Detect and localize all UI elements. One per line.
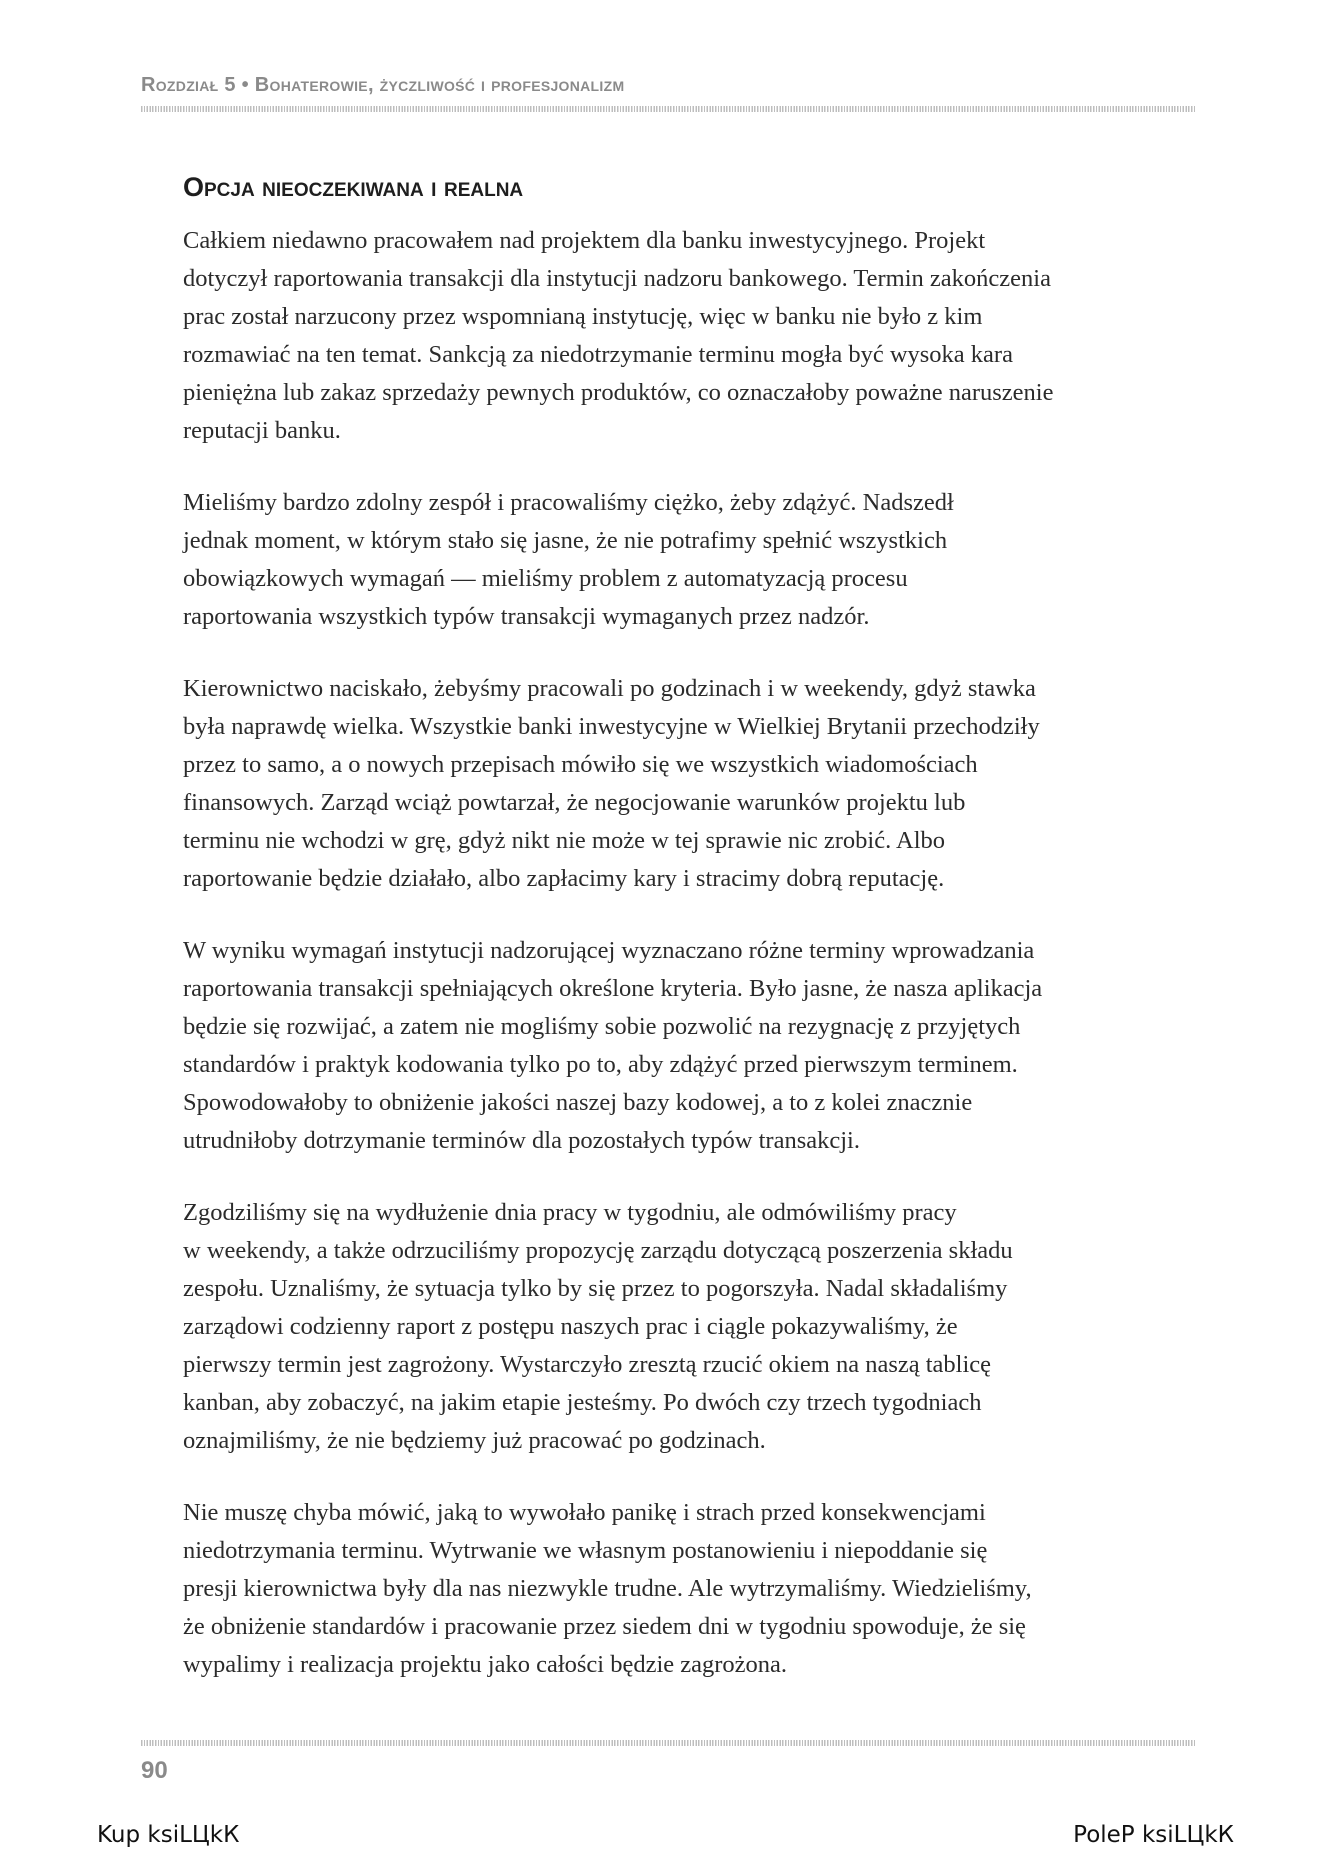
page-number: 90 bbox=[141, 1757, 168, 1784]
text-line: standardów i praktyk kodowania tylko po to, aby zdążyć przed pierwszym terminem. bbox=[183, 1051, 1018, 1078]
paragraph bbox=[183, 1494, 1183, 1684]
text-line: prac został narzucony przez wspomnianą instytucję, więc w banku nie było z kim bbox=[183, 303, 983, 330]
text-line: pierwszy termin jest zagrożony. Wystarczyło zresztą rzucić okiem na naszą tablicę bbox=[183, 1351, 992, 1378]
text-line: Zgodziliśmy się na wydłużenie dnia pracy w tygodniu, ale odmówiliśmy pracy bbox=[183, 1199, 957, 1226]
text-line: jednak moment, w którym stało się jasne, że nie potrafimy spełnić wszystkich bbox=[183, 527, 948, 554]
text-line: kanban, aby zobaczyć, na jakim etapie jesteśmy. Po dwóch czy trzech tygodniach bbox=[183, 1389, 982, 1416]
text-line: Mieliśmy bardzo zdolny zespół i pracowaliśmy ciężko, żeby zdążyć. Nadszedł bbox=[183, 489, 954, 516]
header-rule bbox=[141, 106, 1195, 112]
text-line: finansowych. Zarząd wciąż powtarzał, że negocjowanie warunków projektu lub bbox=[183, 789, 966, 816]
body-text bbox=[183, 222, 1183, 1718]
text-line: W wyniku wymagań instytucji nadzorującej wyznaczano różne terminy wprowadzania bbox=[183, 937, 1035, 964]
text-line: Nie muszę chyba mówić, jaką to wywołało panikę i strach przed konsekwencjami bbox=[183, 1499, 986, 1526]
text-line: pieniężna lub zakaz sprzedaży pewnych produktów, co oznaczałoby poważne naruszenie bbox=[183, 379, 1054, 406]
text-line: raportowania wszystkich typów transakcji wymaganych przez nadzór. bbox=[183, 603, 870, 630]
text-line: niedotrzymania terminu. Wytrwanie we własnym postanowieniu i niepoddanie się bbox=[183, 1537, 988, 1564]
text-line: oznajmiliśmy, że nie będziemy już pracować po godzinach. bbox=[183, 1427, 766, 1454]
text-line: raportowanie będzie działało, albo zapłacimy kary i stracimy dobrą reputację. bbox=[183, 865, 945, 892]
running-head: Rozdział 5 • Bohaterowie, życzliwość i profesjonalizm bbox=[141, 74, 625, 96]
text-line: że obniżenie standardów i pracowanie przez siedem dni w tygodniu spowoduje, że się bbox=[183, 1613, 1026, 1640]
text-line: była naprawdę wielka. Wszystkie banki inwestycyjne w Wielkiej Brytanii przechodziły bbox=[183, 713, 1040, 740]
text-line: reputacji banku. bbox=[183, 417, 341, 444]
text-line: dotyczył raportowania transakcji dla instytucji nadzoru bankowego. Termin zakończenia bbox=[183, 265, 1051, 292]
text-line: raportowania transakcji spełniających określone kryteria. Było jasne, że nasza aplikacja bbox=[183, 975, 1043, 1002]
text-line: presji kierownictwa były dla nas niezwykle trudne. Ale wytrzymaliśmy. Wiedzieliśmy, bbox=[183, 1575, 1032, 1602]
paragraph bbox=[183, 932, 1183, 1160]
buy-book-link[interactable]: Kup ksiLЦkК bbox=[97, 1822, 240, 1848]
paragraph bbox=[183, 484, 1183, 636]
text-line: utrudniłoby dotrzymanie terminów dla pozostałych typów transakcji. bbox=[183, 1127, 860, 1154]
text-line: przez to samo, a o nowych przepisach mówiło się we wszystkich wiadomościach bbox=[183, 751, 978, 778]
text-line: wypalimy i realizacja projektu jako całości będzie zagrożona. bbox=[183, 1651, 788, 1678]
footer-rule bbox=[141, 1740, 1195, 1746]
text-line: Spowodowałoby to obniżenie jakości naszej bazy kodowej, a to z kolei znacznie bbox=[183, 1089, 973, 1116]
paragraph bbox=[183, 222, 1183, 450]
text-line: zarządowi codzienny raport z postępu naszych prac i ciągle pokazywaliśmy, że bbox=[183, 1313, 958, 1340]
text-line: Kierownictwo naciskało, żebyśmy pracowali po godzinach i w weekendy, gdyż stawka bbox=[183, 675, 1036, 702]
paragraph bbox=[183, 670, 1183, 898]
text-line: rozmawiać na ten temat. Sankcją za niedotrzymanie terminu mogła być wysoka kara bbox=[183, 341, 1013, 368]
text-line: w weekendy, a także odrzuciliśmy propozycję zarządu dotyczącą poszerzenia składu bbox=[183, 1237, 1013, 1264]
text-line: zespołu. Uznaliśmy, że sytuacja tylko by się przez to pogorszyła. Nadal składaliśmy bbox=[183, 1275, 1008, 1302]
section-heading: Opcja nieoczekiwana i realna bbox=[183, 172, 524, 202]
paragraph bbox=[183, 1194, 1183, 1460]
text-line: będzie się rozwijać, a zatem nie mogliśmy sobie pozwolić na rezygnację z przyjętych bbox=[183, 1013, 1021, 1040]
text-line: terminu nie wchodzi w grę, gdyż nikt nie może w tej sprawie nic zrobić. Albo bbox=[183, 827, 946, 854]
recommend-book-link[interactable]: PoleР ksiLЦkК bbox=[1073, 1822, 1234, 1848]
text-line: Całkiem niedawno pracowałem nad projektem dla banku inwestycyjnego. Projekt bbox=[183, 227, 986, 254]
text-line: obowiązkowych wymagań — mieliśmy problem z automatyzacją procesu bbox=[183, 565, 908, 592]
